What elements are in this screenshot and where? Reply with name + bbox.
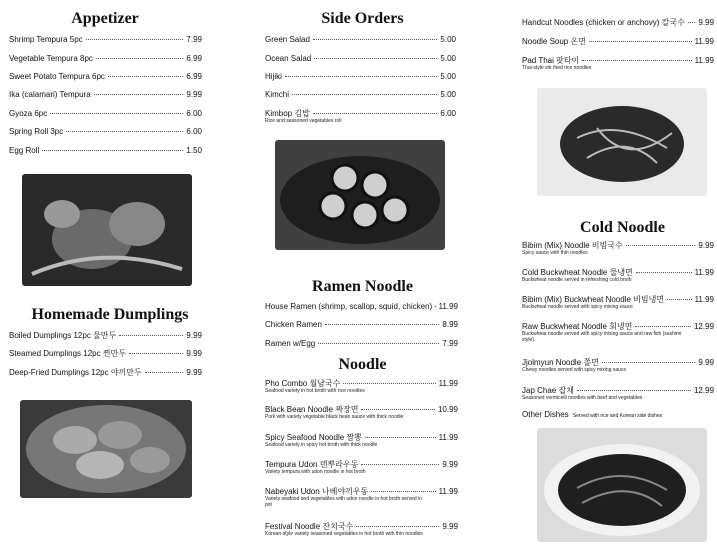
- menu-item-price: 5.00: [440, 90, 456, 99]
- menu-item-price: 11.99: [438, 433, 458, 442]
- menu-item-name: Pad Thai 팟타이: [522, 56, 580, 65]
- menu-item: [265, 302, 458, 311]
- menu-item-name: Ika (calamari) Tempura: [9, 90, 91, 99]
- menu-item: [265, 320, 458, 329]
- menu-item-name: Steamed Dumplings 12pc 찐만두: [9, 349, 127, 358]
- dotted-leader: [325, 324, 440, 325]
- menu-item-name: Gyoza 6pc: [9, 109, 48, 118]
- menu-item-name: Deep-Fried Dumplings 12pc 야끼만두: [9, 368, 142, 377]
- other-dishes-photo: [537, 428, 707, 542]
- menu-item: [9, 90, 202, 99]
- menu-item-price: 9.99: [186, 349, 202, 358]
- appetizer-photo: [22, 174, 192, 286]
- dotted-leader: [356, 526, 439, 527]
- pad-thai-photo: [537, 88, 707, 196]
- dotted-leader: [688, 22, 696, 23]
- menu-item-description: Seafood variety in spicy hot broth with thick noodle: [265, 442, 378, 448]
- dotted-leader: [635, 326, 691, 327]
- menu-item-description: Seasoned vermicelli noodles with beef and vegetables: [522, 395, 643, 401]
- menu-item-price: 9.99: [698, 358, 714, 367]
- menu-item-name: Green Salad: [265, 35, 310, 44]
- noodle-heading: Noodle: [338, 356, 387, 373]
- dotted-leader: [343, 383, 435, 384]
- menu-item-description: Variety seafood and vegetables with udon noodle in hot broth served in pot: [265, 496, 422, 508]
- menu-item-price: 5.00: [440, 35, 456, 44]
- menu-item: [265, 339, 458, 348]
- other-dishes-note: Served with rice and Korean side dishes: [572, 413, 663, 419]
- dotted-leader: [108, 76, 184, 77]
- dumplings-photo: [20, 400, 192, 498]
- menu-item: [9, 348, 202, 359]
- dotted-leader: [667, 299, 692, 300]
- menu-item-name: Black Bean Noodle 짜장면: [265, 405, 359, 414]
- menu-item-price: 1.50: [186, 146, 202, 155]
- menu-item-price: 11.99: [694, 295, 714, 304]
- menu-item-name: House Ramen (shrimp, scallop, squid, chicken): [265, 302, 433, 311]
- menu-item-price: 11.99: [438, 487, 458, 496]
- dotted-leader: [50, 113, 183, 114]
- dotted-leader: [285, 76, 438, 77]
- menu-item-price: 9.99: [698, 241, 714, 250]
- dotted-leader: [361, 464, 439, 465]
- menu-item-price: 5.00: [440, 54, 456, 63]
- menu-item-name: Cold Buckwheat Noodle 물냉면: [522, 268, 633, 277]
- appetizer-heading: Appetizer: [71, 10, 139, 27]
- ramen-heading: Ramen Noodle: [312, 278, 413, 295]
- menu-item-name: Noodle Soup 온면: [522, 37, 586, 46]
- dotted-leader: [318, 343, 439, 344]
- menu-item-price: 6.99: [186, 72, 202, 81]
- kimbop-photo: [275, 140, 445, 250]
- dotted-leader: [582, 60, 691, 61]
- menu-item: [9, 109, 202, 118]
- dumplings-heading: Homemade Dumplings: [31, 306, 189, 323]
- menu-item-name: Bibim (Mix) Buckwheat Noodle 비빔냉면: [522, 295, 665, 304]
- dotted-leader: [313, 113, 438, 114]
- menu-item-description: Buckwheat noodle served with spicy mixing sauce: [522, 304, 633, 310]
- dotted-leader: [365, 437, 436, 438]
- menu-item-price: 9.99: [186, 331, 202, 340]
- menu-item-price: 5.00: [440, 72, 456, 81]
- dotted-leader: [577, 390, 691, 391]
- menu-item: [9, 127, 202, 136]
- menu-item-description: Buckwheat noodle served in refreshing cold broth: [522, 277, 632, 283]
- menu-item-description: Seafood variety in hot broth with rice noodles: [265, 388, 365, 394]
- dotted-leader: [313, 39, 438, 40]
- dotted-leader: [66, 131, 183, 132]
- menu-item-name: Spring Roll 3pc: [9, 127, 64, 136]
- menu-item-name: Shrimp Tempura 5pc: [9, 35, 83, 44]
- menu-item-price: 8.99: [442, 320, 458, 329]
- menu-item-price: 6.00: [186, 109, 202, 118]
- dotted-leader: [119, 335, 183, 336]
- menu-item-name: Pho Combo 월남국수: [265, 379, 341, 388]
- menu-item-price: 9.99: [698, 18, 714, 27]
- menu-item-name: Jap Chae 잡채: [522, 386, 574, 395]
- menu-item: [265, 35, 456, 44]
- menu-item-description: Rice and seasoned vegetables roll: [265, 118, 342, 124]
- menu-item-name: Nabeyaki Udon 나베야끼우동: [265, 487, 369, 496]
- dotted-leader: [292, 94, 437, 95]
- dotted-leader: [145, 372, 184, 373]
- menu-item-price: 9.99: [442, 460, 458, 469]
- menu-item-name: Bibim (Mix) Noodle 비빔국수: [522, 241, 623, 250]
- menu-item-price: 12.99: [693, 322, 714, 331]
- dotted-leader: [602, 362, 696, 363]
- menu-item-price: 6.00: [186, 127, 202, 136]
- menu-item-price: 9.99: [442, 522, 458, 531]
- menu-item: [9, 35, 202, 44]
- dotted-leader: [314, 58, 437, 59]
- menu-item-description: Korean-style variety seasoned vegetables in hot broth with thin noodles: [265, 531, 423, 537]
- menu-item-name: Hijiki: [265, 72, 282, 81]
- menu-item-price: 6.99: [186, 54, 202, 63]
- menu-item: [9, 330, 202, 341]
- menu-item-name: Handcut Noodles (chicken or anchovy) 칼국수: [522, 18, 685, 27]
- cold-noodle-heading: Cold Noodle: [580, 219, 665, 236]
- menu-item: [522, 17, 714, 28]
- dotted-leader: [636, 272, 692, 273]
- menu-item: [9, 146, 202, 155]
- menu-item-price: 9.99: [186, 368, 202, 377]
- menu-item-name: Jjolmyun Noodle 쫄면: [522, 358, 599, 367]
- menu-item-name: Kimbop 김밥: [265, 109, 310, 118]
- menu-item-name: Sweet Potato Tempura 6pc: [9, 72, 105, 81]
- menu-item-description: Thai-style stir fried rice noodles: [522, 65, 592, 71]
- menu-item-name: Festival Noodle 잔치국수: [265, 522, 354, 531]
- menu-item-price: 11.99: [694, 37, 714, 46]
- dotted-leader: [589, 41, 692, 42]
- dotted-leader: [361, 409, 435, 410]
- menu-item-description: Pork with variety vegetable black bean sauce with thick noodle: [265, 414, 404, 420]
- menu-item-name: Chicken Ramen: [265, 320, 322, 329]
- menu-item-name: Kimchi: [265, 90, 290, 99]
- menu-item-name: Spicy Seafood Noodle 짬뽕: [265, 433, 362, 442]
- menu-item-description: Chewy noodles served with spicy mixing sauce: [522, 367, 627, 373]
- menu-item-price: 11.99: [694, 56, 714, 65]
- menu-item: [522, 36, 714, 47]
- menu-item: [9, 72, 202, 81]
- dotted-leader: [626, 245, 696, 246]
- menu-item-name: Tempura Udon 덴뿌라우동: [265, 460, 359, 469]
- dotted-leader: [129, 353, 183, 354]
- dotted-leader: [42, 150, 183, 151]
- menu-item-price: 12.99: [693, 386, 714, 395]
- menu-item-name: Ramen w/Egg: [265, 339, 316, 348]
- menu-item: [265, 90, 456, 99]
- menu-item-price: 11.99: [438, 302, 458, 311]
- menu-item-description: Variety tempura with udon noodle in hot broth: [265, 469, 366, 475]
- menu-item-price: 7.99: [442, 339, 458, 348]
- menu-item-name: Ocean Salad: [265, 54, 312, 63]
- menu-item: [9, 367, 202, 378]
- dotted-leader: [96, 58, 184, 59]
- menu-item: [265, 54, 456, 63]
- menu-item-name: Boiled Dumplings 12pc 물만두: [9, 331, 117, 340]
- side-orders-heading: Side Orders: [321, 10, 404, 27]
- menu-item-price: 7.99: [186, 35, 202, 44]
- menu-item: [9, 54, 202, 63]
- menu-item-name: Raw Buckwheat Noodle 회냉면: [522, 322, 633, 331]
- menu-item-name: Vegetable Tempura 8pc: [9, 54, 93, 63]
- other-dishes-title: Other Dishes: [522, 410, 569, 419]
- menu-item-price: 9.99: [186, 90, 202, 99]
- menu-item-price: 6.00: [440, 109, 456, 118]
- dotted-leader: [371, 491, 435, 492]
- menu-item-description: Spicy sauce with thin noodles: [522, 250, 588, 256]
- menu-item: [265, 72, 456, 81]
- menu-item-description: Buckwheat noodle served with spicy mixing sauce and raw fish (sashimi style): [522, 331, 682, 343]
- dotted-leader: [94, 94, 184, 95]
- menu-item-price: 11.99: [694, 268, 714, 277]
- dotted-leader: [86, 39, 184, 40]
- menu-item-price: 11.99: [438, 379, 458, 388]
- menu-item-name: Egg Roll: [9, 146, 40, 155]
- menu-item-price: 10.99: [437, 405, 458, 414]
- other-dishes-line: [522, 410, 662, 419]
